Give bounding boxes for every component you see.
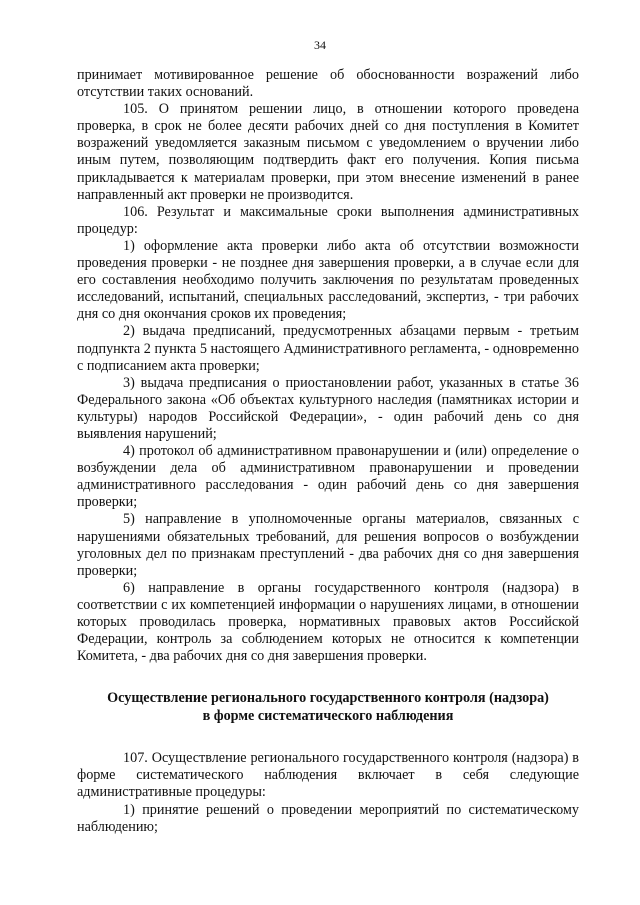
document-body xyxy=(77,67,579,836)
paragraph: 6) направление в органы государственного контроля (надзора) в соответствии с их компетенцией информации о нарушениях лицами, в отношении которых проводилась проверка, нормативных правовых актов Российской Федерации, контроль за соблюдением которых не относится к компетенции Комитета, - два рабочих дня со дня завершения проверки. xyxy=(77,579,579,665)
paragraph: 4) протокол об административном правонарушении и (или) определение о возбуждении дела об административном правонарушении и проведении административного расследования - один рабочий день со дня завершения проверки; xyxy=(77,443,579,511)
section-heading xyxy=(77,690,579,725)
paragraph: 5) направление в уполномоченные органы материалов, связанных с нарушениями обязательных требований, для решения вопросов о возбуждении уголовных дел по признакам преступлений - два рабочих дня со дня завершения проверки; xyxy=(77,511,579,579)
paragraph: 106. Результат и максимальные сроки выполнения административных процедур: xyxy=(77,203,579,237)
section-heading-line-1: Осуществление регионального государственного контроля (надзора) xyxy=(107,690,549,707)
paragraph: 3) выдача предписания о приостановлении работ, указанных в статье 36 Федерального закона «Об объектах культурного наследия (памятниках истории и культуры) народов Российской Федерации», - один рабочий день со дня выявления нарушений; xyxy=(77,374,579,442)
paragraph: 1) оформление акта проверки либо акта об отсутствии возможности проведения проверки - не позднее дня завершения проверки, а в случае если для его составления необходимо получить заключения по результатам проведенных исследований, испытаний, специальных расследований, экспертиз, - три рабочих дня со дня окончания сроков их проведения; xyxy=(77,237,579,323)
paragraph: 107. Осуществление регионального государственного контроля (надзора) в форме систематического наблюдения включает в себя следующие административные процедуры: xyxy=(77,750,579,801)
paragraph: принимает мотивированное решение об обоснованности возражений либо отсутствии таких оснований. xyxy=(77,67,579,101)
section-heading-line-2: в форме систематического наблюдения xyxy=(202,707,454,724)
paragraphs-after-heading xyxy=(77,750,579,835)
paragraph: 2) выдача предписаний, предусмотренных абзацами первым - третьим подпункта 2 пункта 5 настоящего Административного регламента, - одновременно с подписанием акта проверки; xyxy=(77,323,579,374)
page-number: 34 xyxy=(314,38,326,52)
paragraphs-before-heading xyxy=(77,67,579,665)
paragraph: 1) принятие решений о проведении мероприятий по систематическому наблюдению; xyxy=(77,801,579,835)
paragraph: 105. О принятом решении лицо, в отношении которого проведена проверка, в срок не более десяти рабочих дней со дня поступления в Комитет возражений уведомляется заказным письмом с уведомлением о вручении либо иным путем, позволяющим подтвердить факт его получения. Копия письма прикладывается к материалам проверки, при этом внесение изменений в ранее направленный акт проверки не производится. xyxy=(77,101,579,203)
